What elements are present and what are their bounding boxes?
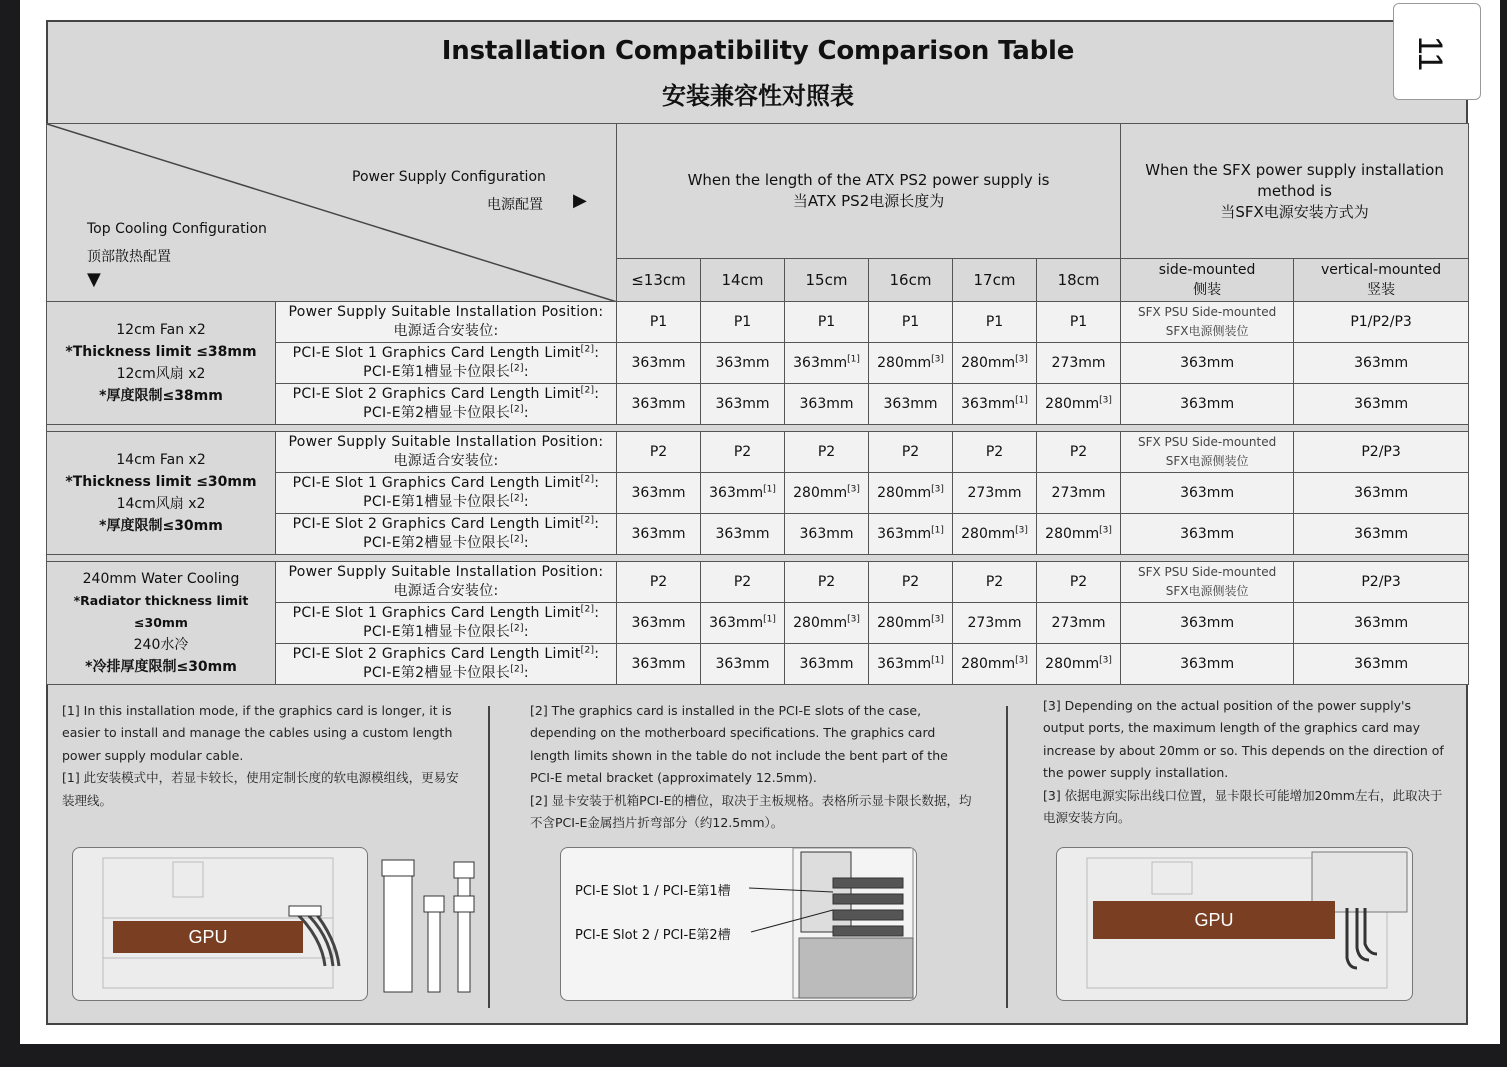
sfx-header-en: When the SFX power supply installation method is <box>1145 160 1444 200</box>
value-cell <box>701 473 785 514</box>
value-cell <box>869 562 953 603</box>
value-text: 363mm <box>631 526 686 542</box>
value-text: P1/P2/P3 <box>1350 314 1412 330</box>
value-text: 280mm <box>1045 526 1100 542</box>
value-cell <box>785 603 869 644</box>
value-text: 280mm <box>1045 656 1100 672</box>
value-cell <box>1294 384 1469 425</box>
value-text: 363mm <box>1354 526 1409 542</box>
value-text: P2/P3 <box>1361 574 1401 590</box>
value-cell <box>785 343 869 384</box>
cooling-config-line: *厚度限制≤30mm <box>99 518 223 534</box>
footnote-ref: [2] <box>580 604 595 615</box>
value-cell <box>1294 432 1469 473</box>
value-cell <box>617 343 701 384</box>
atx-header-cell <box>617 124 1121 259</box>
value-cell <box>869 644 953 685</box>
value-text: P2 <box>817 444 836 460</box>
row-label-line: PCI-E第1槽显卡位限长[2]: <box>363 623 529 640</box>
row-label-text: PCI-E第1槽显卡位限长 <box>363 364 511 380</box>
group-separator <box>47 425 1469 432</box>
value-cell <box>1121 603 1294 644</box>
value-text: P2 <box>901 574 920 590</box>
value-text: P1 <box>733 314 752 330</box>
row-label-cell <box>276 644 617 685</box>
value-text: 280mm <box>793 615 848 631</box>
value-cell <box>1037 514 1121 555</box>
note-2-zh: [2] 显卡安装于机箱PCI-E的槽位，取决于主板规格。表格所示显卡限长数据，均不含PCI-E金属挡片折弯部分（约12.5mm）。 <box>530 792 972 831</box>
note-divider-2 <box>1006 706 1008 1008</box>
value-text: P2 <box>733 444 752 460</box>
sfx-column-header-zh: 竖装 <box>1367 282 1396 298</box>
footnote-ref: [1] <box>763 484 776 495</box>
value-cell <box>785 644 869 685</box>
value-text: 363mm <box>1180 615 1235 631</box>
value-text: P2 <box>901 444 920 460</box>
value-cell <box>953 514 1037 555</box>
value-text: 363mm <box>883 396 938 412</box>
value-cell <box>1121 432 1294 473</box>
value-text: 363mm <box>799 526 854 542</box>
sfx-header-zh: 当SFX电源安装方式为 <box>1220 202 1369 221</box>
separator-cell <box>47 555 1469 562</box>
row-label-text: 电源适合安装位: <box>393 583 499 599</box>
value-text: 363mm <box>1180 355 1235 371</box>
page-title-chinese: 安装兼容性对照表 <box>662 82 854 110</box>
row-label-text: PCI-E第1槽显卡位限长 <box>363 624 511 640</box>
value-text: P2 <box>649 444 668 460</box>
value-cell <box>701 384 785 425</box>
value-cell <box>1121 644 1294 685</box>
footnote-ref: [2] <box>580 474 595 485</box>
arrow-down-icon: ▼ <box>87 269 101 290</box>
value-cell <box>701 644 785 685</box>
footnote-ref: [1] <box>931 655 944 666</box>
value-cell <box>785 514 869 555</box>
value-cell <box>953 603 1037 644</box>
value-cell <box>1294 644 1469 685</box>
cooling-config-line: *Radiator thickness limit ≤30mm <box>73 593 249 630</box>
cooling-config-cell <box>47 562 276 685</box>
value-text: 363mm <box>709 615 764 631</box>
column-header-1: 14cm <box>701 259 785 302</box>
cooling-config-line: *冷排厚度限制≤30mm <box>85 659 237 675</box>
value-line: SFX电源侧装位 <box>1165 324 1249 338</box>
value-text: 363mm <box>709 485 764 501</box>
value-cell <box>1294 603 1469 644</box>
value-text: 280mm <box>961 526 1016 542</box>
value-cell <box>617 384 701 425</box>
row-label-line: PCI-E Slot 2 Graphics Card Length Limit[2]: <box>292 385 600 402</box>
row-label-cell <box>276 562 617 603</box>
value-text: P1 <box>649 314 668 330</box>
value-text: P2 <box>1069 574 1088 590</box>
cooling-config-line: *Thickness limit ≤38mm <box>65 344 257 360</box>
group-separator <box>47 555 1469 562</box>
note-3 <box>1043 695 1448 829</box>
slot-1-label: PCI-E Slot 1 / PCI-E第1槽 <box>575 884 731 899</box>
row-label-line <box>276 322 616 341</box>
row-label-text: PCI-E Slot 2 Graphics Card Length Limit <box>292 516 581 532</box>
footnote-ref: [1] <box>931 525 944 536</box>
row-label-line: PCI-E第2槽显卡位限长[2]: <box>363 534 529 551</box>
page-number: 11 <box>1411 35 1450 72</box>
row-label-line <box>276 433 616 452</box>
value-cell <box>1121 384 1294 425</box>
footnote-ref: [3] <box>1099 655 1112 666</box>
row-label-text: PCI-E第1槽显卡位限长 <box>363 494 511 510</box>
row-label-text: PCI-E第2槽显卡位限长 <box>363 405 511 421</box>
row-label-cell <box>276 514 617 555</box>
modular-cable-drawing <box>378 856 478 996</box>
illustration-pcie-slots <box>560 847 917 1001</box>
value-text: P1 <box>817 314 836 330</box>
row-label-line <box>276 563 616 582</box>
value-text: 363mm <box>1180 656 1235 672</box>
value-text: 363mm <box>631 615 686 631</box>
value-text: 273mm <box>1051 485 1106 501</box>
value-cell <box>869 302 953 343</box>
cooling-config-line: 240mm Water Cooling <box>82 571 240 587</box>
row-label-line: PCI-E第2槽显卡位限长[2]: <box>363 404 529 421</box>
row-label-line: PCI-E第2槽显卡位限长[2]: <box>363 664 529 681</box>
row-label-line <box>276 303 616 322</box>
footnote-ref: [3] <box>1015 525 1028 536</box>
value-text: 363mm <box>1354 656 1409 672</box>
value-text: P2/P3 <box>1361 444 1401 460</box>
row-label-line <box>276 452 616 471</box>
footnote-ref: [3] <box>1099 395 1112 406</box>
footnote-ref: [2] <box>510 534 524 545</box>
column-header-5: 18cm <box>1037 259 1121 302</box>
value-cell <box>1294 514 1469 555</box>
value-cell <box>869 473 953 514</box>
value-cell <box>617 644 701 685</box>
value-text: P1 <box>1069 314 1088 330</box>
note-3-en: [3] Depending on the actual position of the power supply's output ports, the maximum length of the graphics card may increase by about 20mm or so. This depends on the direction of the power supply installation. <box>1043 698 1444 781</box>
value-text: 363mm <box>1180 485 1235 501</box>
value-line: SFX PSU Side-mounted <box>1137 565 1277 579</box>
value-cell <box>953 432 1037 473</box>
row-label-line: PCI-E Slot 2 Graphics Card Length Limit[2]: <box>292 645 600 662</box>
value-cell <box>785 302 869 343</box>
value-text: 280mm <box>1045 396 1100 412</box>
value-cell <box>1037 343 1121 384</box>
footnote-ref: [1] <box>1015 395 1028 406</box>
value-text: P1 <box>901 314 920 330</box>
value-cell <box>785 562 869 603</box>
footnote-ref: [2] <box>510 404 524 415</box>
value-text: 280mm <box>793 485 848 501</box>
note-2-en: [2] The graphics card is installed in the PCI-E slots of the case, depending on the motherboard specifications. The graphics card length limits shown in the table do not include the bent part of the PCI-E metal bracket (approximately 12.5mm). <box>530 703 948 786</box>
value-cell <box>1294 343 1469 384</box>
value-cell <box>869 432 953 473</box>
footnote-ref: [3] <box>1099 525 1112 536</box>
row-label-line: PCI-E第1槽显卡位限长[2]: <box>363 493 529 510</box>
value-cell <box>1121 473 1294 514</box>
value-cell <box>1294 562 1469 603</box>
value-cell <box>953 644 1037 685</box>
corner-header-cell <box>47 124 617 302</box>
gpu-block: GPU <box>1093 901 1335 939</box>
sfx-column-header-0 <box>1121 259 1294 302</box>
column-header-2: 15cm <box>785 259 869 302</box>
footnote-ref: [3] <box>847 614 860 625</box>
note-divider-1 <box>488 706 490 1008</box>
cooling-config-label-zh: 顶部散热配置 <box>87 249 171 265</box>
value-cell <box>701 302 785 343</box>
row-label-text: PCI-E Slot 2 Graphics Card Length Limit <box>292 386 581 402</box>
footnote-ref: [1] <box>847 354 860 365</box>
value-text: 273mm <box>1051 355 1106 371</box>
value-text: P2 <box>649 574 668 590</box>
atx-header-en: When the length of the ATX PS2 power supply is <box>687 171 1050 189</box>
value-cell <box>1037 384 1121 425</box>
value-text: P2 <box>985 444 1004 460</box>
value-cell <box>953 384 1037 425</box>
row-label-line: PCI-E Slot 1 Graphics Card Length Limit[2]: <box>292 474 600 491</box>
note-1-en: [1] In this installation mode, if the graphics card is longer, it is easier to install and manage the cables using a custom length power supply modular cable. <box>62 703 453 763</box>
value-cell <box>869 603 953 644</box>
cooling-config-line: 12cm风扇 x2 <box>116 366 206 382</box>
row-label-line: PCI-E Slot 1 Graphics Card Length Limit[2]: <box>292 344 600 361</box>
value-cell <box>1037 603 1121 644</box>
value-text: 280mm <box>961 656 1016 672</box>
value-cell <box>869 343 953 384</box>
row-label-text: Power Supply Suitable Installation Position: <box>288 304 604 320</box>
value-cell <box>869 514 953 555</box>
cooling-config-cell <box>47 432 276 555</box>
value-cell <box>785 473 869 514</box>
note-2 <box>530 700 975 834</box>
value-text: P2 <box>817 574 836 590</box>
value-cell <box>617 562 701 603</box>
row-label-cell <box>276 343 617 384</box>
value-line: SFX PSU Side-mounted <box>1137 435 1277 449</box>
value-text: 363mm <box>1180 396 1235 412</box>
footnote-ref: [3] <box>847 484 860 495</box>
value-cell <box>701 514 785 555</box>
value-cell <box>1294 302 1469 343</box>
value-cell <box>1294 473 1469 514</box>
value-cell <box>953 473 1037 514</box>
row-label-cell <box>276 302 617 343</box>
value-text: 363mm <box>631 355 686 371</box>
arrow-right-icon: ▶ <box>573 190 587 211</box>
value-text: 363mm <box>1354 396 1409 412</box>
value-text: 363mm <box>715 355 770 371</box>
value-cell <box>1037 432 1121 473</box>
footnote-ref: [3] <box>931 354 944 365</box>
note-1-zh: [1] 此安装模式中，若显卡较长，使用定制长度的软电源模组线，更易安装理线。 <box>62 770 459 808</box>
value-text: 363mm <box>1354 485 1409 501</box>
row-label-cell <box>276 384 617 425</box>
column-header-0: ≤13cm <box>617 259 701 302</box>
value-line: SFX电源侧装位 <box>1165 584 1249 598</box>
sfx-column-header-1 <box>1294 259 1469 302</box>
value-cell <box>1037 644 1121 685</box>
power-config-label-zh: 电源配置 <box>487 197 543 213</box>
value-text: 280mm <box>877 355 932 371</box>
row-label-text: PCI-E第2槽显卡位限长 <box>363 665 511 681</box>
value-cell <box>1037 562 1121 603</box>
row-label-text: PCI-E第2槽显卡位限长 <box>363 535 511 551</box>
footnote-ref: [2] <box>510 493 524 504</box>
value-text: P2 <box>733 574 752 590</box>
value-text: 363mm <box>877 526 932 542</box>
value-text: 363mm <box>1354 615 1409 631</box>
value-cell <box>1037 302 1121 343</box>
value-cell <box>617 603 701 644</box>
value-text: P2 <box>985 574 1004 590</box>
footnote-ref: [2] <box>510 363 524 374</box>
value-cell <box>701 432 785 473</box>
sfx-column-header-zh: 侧装 <box>1193 282 1222 298</box>
row-label-text: Power Supply Suitable Installation Position: <box>288 434 604 450</box>
footnote-ref: [2] <box>580 344 595 355</box>
value-line: SFX PSU Side-mounted <box>1137 305 1277 319</box>
row-label-text: Power Supply Suitable Installation Position: <box>288 564 604 580</box>
sfx-column-header-en: side-mounted <box>1158 262 1256 278</box>
value-text: 273mm <box>967 615 1022 631</box>
value-cell <box>785 432 869 473</box>
value-text: 363mm <box>631 485 686 501</box>
value-cell <box>869 384 953 425</box>
row-label-line: PCI-E Slot 1 Graphics Card Length Limit[2]: <box>292 604 600 621</box>
value-cell <box>1121 514 1294 555</box>
atx-header-zh: 当ATX PS2电源长度为 <box>792 192 945 210</box>
value-cell <box>617 302 701 343</box>
value-cell <box>701 603 785 644</box>
note-3-zh: [3] 依据电源实际出线口位置，显卡限长可能增加20mm左右，此取决于电源安装方向。 <box>1043 787 1443 826</box>
cooling-config-cell <box>47 302 276 425</box>
row-label-text: PCI-E Slot 1 Graphics Card Length Limit <box>292 475 581 491</box>
value-cell <box>1121 343 1294 384</box>
table-row <box>47 562 1469 603</box>
sfx-header-cell <box>1121 124 1469 259</box>
value-text: 363mm <box>1354 355 1409 371</box>
cooling-config-line: *Thickness limit ≤30mm <box>65 474 257 490</box>
row-label-line: PCI-E Slot 2 Graphics Card Length Limit[2]: <box>292 515 600 532</box>
value-text: 363mm <box>715 526 770 542</box>
value-text: 273mm <box>1051 615 1106 631</box>
value-text: 363mm <box>715 656 770 672</box>
value-text: 363mm <box>877 656 932 672</box>
cooling-config-label: Top Cooling Configuration <box>87 221 267 237</box>
row-label-text: PCI-E Slot 2 Graphics Card Length Limit <box>292 646 581 662</box>
footnote-ref: [2] <box>580 645 595 656</box>
value-cell <box>953 562 1037 603</box>
footnote-ref: [2] <box>510 623 524 634</box>
value-cell <box>953 302 1037 343</box>
footnote-ref: [3] <box>1015 655 1028 666</box>
footnote-ref: [2] <box>510 664 524 675</box>
gpu-block: GPU <box>113 921 303 953</box>
value-cell <box>785 384 869 425</box>
value-text: 273mm <box>967 485 1022 501</box>
row-label-cell <box>276 432 617 473</box>
column-header-4: 17cm <box>953 259 1037 302</box>
sfx-column-header-en: vertical-mounted <box>1320 262 1442 278</box>
row-label-text: 电源适合安装位: <box>393 453 499 469</box>
value-cell <box>617 432 701 473</box>
row-label-text: PCI-E Slot 1 Graphics Card Length Limit <box>292 605 581 621</box>
footnote-ref: [2] <box>580 515 595 526</box>
value-cell <box>701 562 785 603</box>
cooling-config-line: 14cm风扇 x2 <box>116 496 206 512</box>
row-label-text: 电源适合安装位: <box>393 323 499 339</box>
value-text: 363mm <box>799 396 854 412</box>
column-header-3: 16cm <box>869 259 953 302</box>
power-config-label: Power Supply Configuration <box>352 169 546 185</box>
cooling-config-line: *厚度限制≤38mm <box>99 388 223 404</box>
slot-2-label: PCI-E Slot 2 / PCI-E第2槽 <box>575 928 731 943</box>
row-label-cell <box>276 603 617 644</box>
value-text: 363mm <box>631 656 686 672</box>
value-cell <box>1121 562 1294 603</box>
value-text: 280mm <box>961 355 1016 371</box>
value-cell <box>1037 473 1121 514</box>
note-1 <box>62 700 467 812</box>
footnote-ref: [3] <box>931 614 944 625</box>
row-label-text: PCI-E Slot 1 Graphics Card Length Limit <box>292 345 581 361</box>
compatibility-table <box>46 123 1469 685</box>
value-cell <box>617 473 701 514</box>
cooling-config-line: 14cm Fan x2 <box>116 452 206 468</box>
row-label-cell <box>276 473 617 514</box>
value-text: 363mm <box>799 656 854 672</box>
footnote-ref: [3] <box>1015 354 1028 365</box>
row-label-line: PCI-E第1槽显卡位限长[2]: <box>363 363 529 380</box>
value-text: 363mm <box>793 355 848 371</box>
value-text: 280mm <box>877 485 932 501</box>
footnote-ref: [2] <box>580 385 595 396</box>
separator-cell <box>47 425 1469 432</box>
cooling-config-line: 12cm Fan x2 <box>116 322 206 338</box>
value-text: P2 <box>1069 444 1088 460</box>
value-cell <box>701 343 785 384</box>
value-line: SFX电源侧装位 <box>1165 454 1249 468</box>
value-text: 363mm <box>631 396 686 412</box>
footnote-ref: [1] <box>763 614 776 625</box>
value-cell <box>617 514 701 555</box>
row-label-line <box>276 582 616 601</box>
value-text: P1 <box>985 314 1004 330</box>
value-text: 363mm <box>1180 526 1235 542</box>
value-cell <box>953 343 1037 384</box>
page-title: Installation Compatibility Comparison Table <box>441 36 1075 66</box>
value-text: 280mm <box>877 615 932 631</box>
value-text: 363mm <box>715 396 770 412</box>
cooling-config-line: 240水冷 <box>133 637 189 653</box>
illustration-gpu-custom-cable <box>72 847 368 1001</box>
value-text: 363mm <box>961 396 1016 412</box>
illustration-gpu-psu <box>1056 847 1413 1001</box>
page-number-tab <box>1393 3 1481 100</box>
table-row <box>47 302 1469 343</box>
value-cell <box>1121 302 1294 343</box>
table-row <box>47 432 1469 473</box>
footnote-ref: [3] <box>931 484 944 495</box>
